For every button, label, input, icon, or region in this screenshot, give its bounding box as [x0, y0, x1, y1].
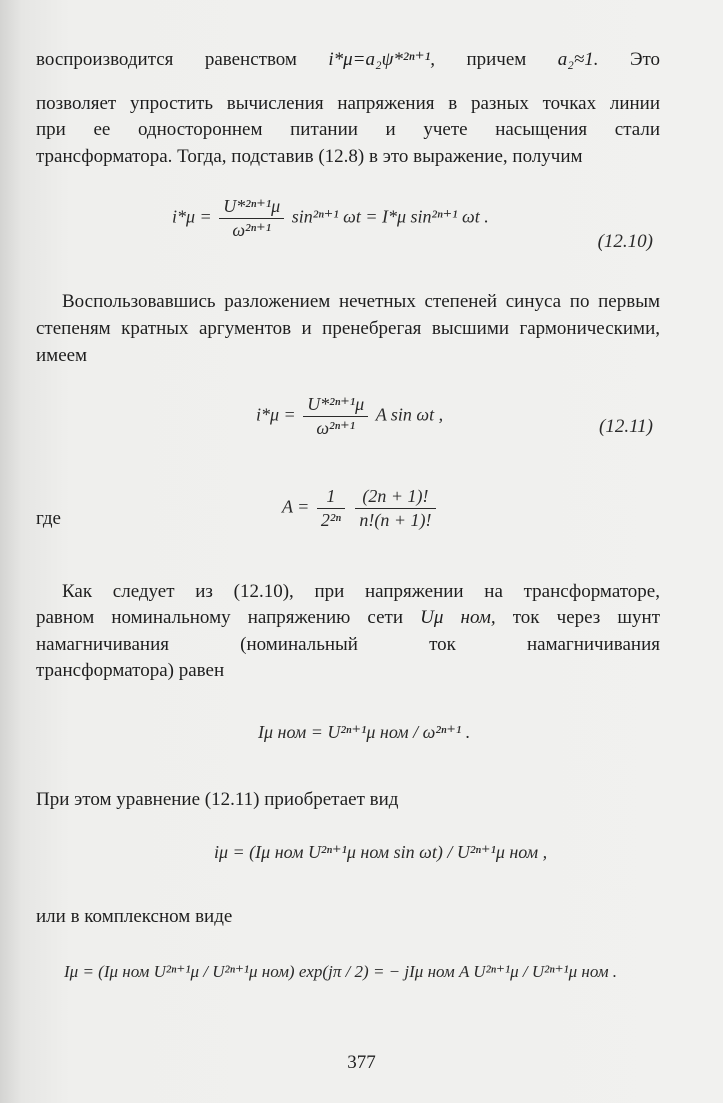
page-number: 377: [347, 1052, 376, 1073]
text-fragment: ток через шунт: [512, 607, 661, 628]
inline-formula: Uμ ном,: [420, 607, 496, 628]
fraction-denominator: ω²ⁿ⁺¹: [232, 220, 272, 240]
equation-rhs: sin²ⁿ⁺¹ ωt = I*μ sin²ⁿ⁺¹ ωt .: [291, 206, 489, 227]
equation-lhs: i*μ =: [172, 206, 212, 227]
text-fragment: причем: [466, 49, 527, 70]
fraction-numerator: U*²ⁿ⁺¹μ: [219, 196, 284, 219]
paragraph-3-line-2: [36, 604, 660, 631]
paragraph-1-line-2: позволяет упростить вычисления напряжения в разных точках линии: [36, 93, 660, 114]
equation-I-nom: Iμ ном = U²ⁿ⁺¹μ ном / ω²ⁿ⁺¹ .: [258, 722, 471, 742]
equation-lhs: i*μ =: [256, 404, 296, 425]
fraction-denominator: 2²ⁿ: [320, 510, 341, 530]
fraction-numerator: 1: [317, 486, 345, 509]
equation-complex: Iμ = (Iμ ном U²ⁿ⁺¹μ / U²ⁿ⁺¹μ ном) exp(jπ / 2) = − jIμ ном A U²ⁿ⁺¹μ / U²ⁿ⁺¹μ ном .: [64, 962, 618, 981]
where-label: где: [36, 508, 61, 529]
fraction-numerator: U*²ⁿ⁺¹μ: [303, 394, 368, 417]
text-fragment: Это: [629, 49, 661, 70]
fraction: [355, 486, 435, 531]
equation-12-10: [172, 196, 489, 241]
fraction: [219, 196, 284, 241]
fraction-numerator: (2n + 1)!: [355, 486, 435, 509]
paragraph-3-line-1: Как следует из (12.10), при напряжении на трансформаторе,: [62, 581, 660, 602]
paragraph-2: Воспользовавшись разложением нечетных степеней синуса по первым степеням кратных аргументов и пренебрегая высшими гармоническими, имеем: [36, 291, 660, 366]
inline-formula: a₂≈1.: [557, 49, 599, 70]
equation-12-11: [256, 394, 443, 439]
paragraph-4: При этом уравнение (12.11) приобретает вид: [36, 789, 399, 810]
text-fragment: воспроизводится равенством: [36, 49, 297, 70]
fraction-denominator: ω²ⁿ⁺¹: [316, 418, 356, 438]
text-fragment: равном номинальному напряжению сети: [36, 607, 404, 628]
paragraph-5: или в комплексном виде: [36, 906, 233, 927]
equation-rhs: A sin ωt ,: [375, 404, 444, 425]
paragraph-3-line-3: намагничивания (номинальный ток намагничивания: [36, 634, 660, 655]
fraction: [303, 394, 368, 439]
paragraph-3-line-4: трансформатора) равен: [36, 660, 225, 681]
equation-i-mu: iμ = (Iμ ном U²ⁿ⁺¹μ ном sin ωt) / U²ⁿ⁺¹μ ном ,: [214, 842, 548, 862]
inline-formula: i*μ=a₂ψ*²ⁿ⁺¹,: [328, 49, 436, 70]
fraction-denominator: n!(n + 1)!: [359, 510, 432, 530]
equation-lhs: A =: [282, 496, 310, 517]
paragraph-1-line-4: трансформатора. Тогда, подставив (12.8) в это выражение, получим: [36, 146, 583, 167]
equation-A: [282, 486, 439, 531]
equation-number: (12.10): [597, 231, 653, 252]
paragraph-1-line-1: [36, 46, 660, 73]
fraction: [317, 486, 345, 531]
equation-number: (12.11): [599, 416, 653, 437]
paragraph-1-line-3: при ее одностороннем питании и учете насыщения стали: [36, 119, 660, 140]
